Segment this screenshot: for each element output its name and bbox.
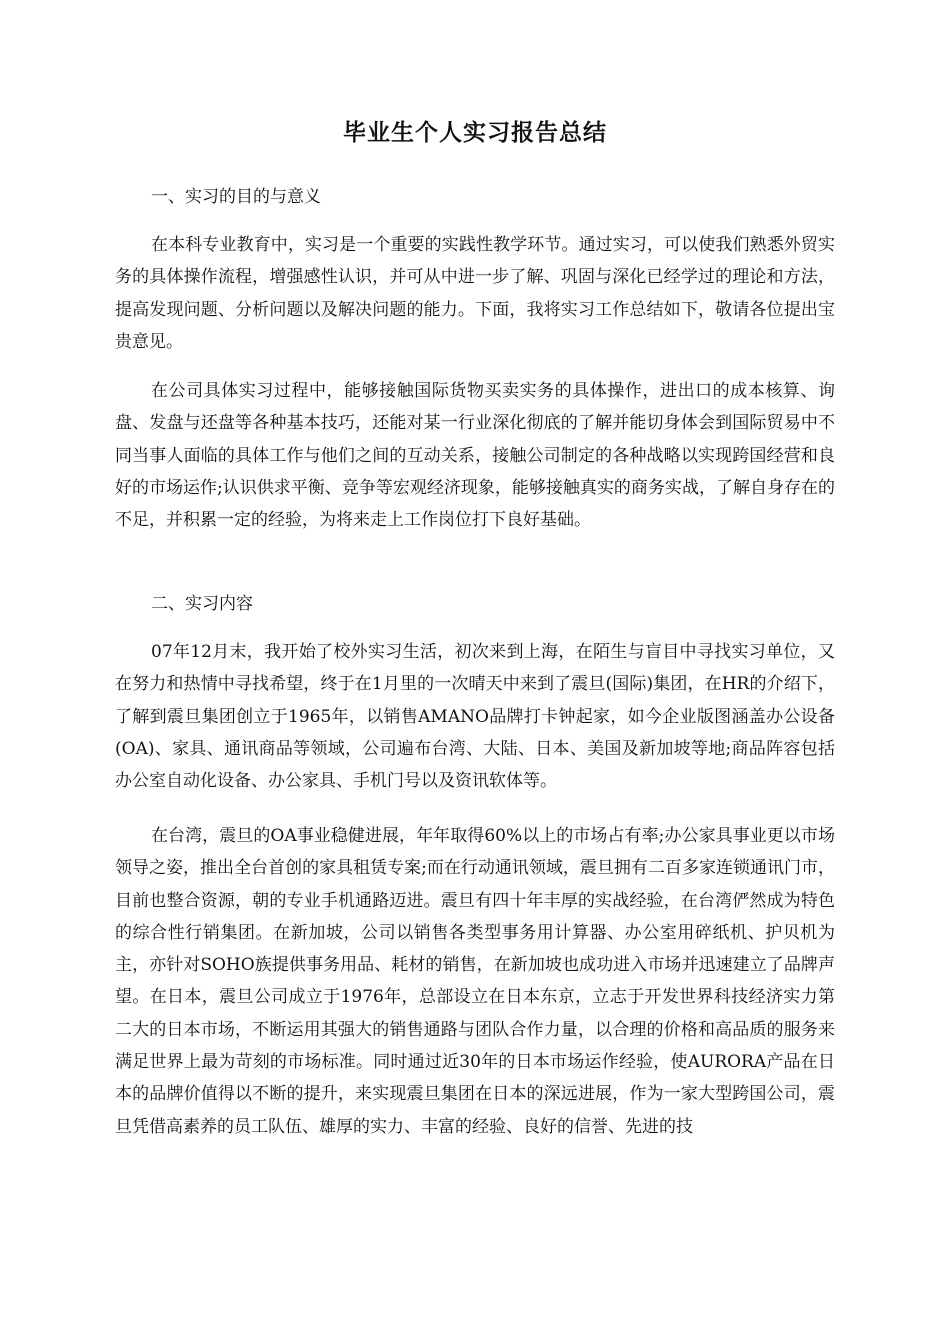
section-heading-purpose: 一、实习的目的与意义: [151, 187, 321, 207]
paragraph: 在本科专业教育中，实习是一个重要的实践性教学环节。通过实习，可以使我们熟悉外贸实务的具体操作流程，增强感性认识，并可从中进一步了解、巩固与深化已经学过的理论和方法，提高发现问题、分析问题以及解决问题的能力。下面，我将实习工作总结如下，敬请各位提出宝贵意见。: [115, 235, 835, 352]
section-heading-content: 二、实习内容: [151, 594, 253, 614]
paragraph: 在公司具体实习过程中，能够接触国际货物买卖实务的具体操作，进出口的成本核算、询盘、发盘与还盘等各种基本技巧，还能对某一行业深化彻底的了解并能切身体会到国际贸易中不同当事人面临的具体工作与他们之间的互动关系，接触公司制定的各种战略以实现跨国经营和良好的市场运作;认识供求平衡、竞争等宏观经济现象，能够接触真实的商务实战，了解自身存在的不足，并积累一定的经验，为将来走上工作岗位打下良好基础。: [115, 381, 835, 531]
document-title: 毕业生个人实习报告总结: [343, 120, 607, 146]
paragraph: 在台湾，震旦的OA事业稳健进展，年年取得60%以上的市场占有率;办公家具事业更以市场领导之姿，推出全台首创的家具租赁专案;而在行动通讯领域，震旦拥有二百多家连锁通讯门市，目前也整合资源，朝的专业手机通路迈进。震旦有四十年丰厚的实战经验，在台湾俨然成为特色的综合性行销集团。在新加坡，公司以销售各类型事务用计算器、办公室用碎纸机、护贝机为主，亦针对SOHO族提供事务用品、耗材的销售，在新加坡也成功进入市场并迅速建立了品牌声望。在日本，震旦公司成立于1976年，总部设立在日本东京，立志于开发世界科技经济实力第二大的日本市场，不断运用其强大的销售通路与团队合作力量，以合理的价格和高品质的服务来满足世界上最为苛刻的市场标准。同时通过近30年的日本市场运作经验，使AURORA产品在日本的品牌价值得以不断的提升，来实现震旦集团在日本的深远进展，作为一家大型跨国公司，震旦凭借高素养的员工队伍、雄厚的实力、丰富的经验、良好的信誉、先进的技: [115, 826, 835, 1137]
paragraph: 07年12月末，我开始了校外实习生活，初次来到上海，在陌生与盲目中寻找实习单位，又在努力和热情中寻找希望，终于在1月里的一次晴天中来到了震旦(国际)集团，在HR的介绍下，了解到震旦集团创立于1965年，以销售AMANO品牌打卡钟起家，如今企业版图涵盖办公设备(OA)、家具、通讯商品等领域，公司遍布台湾、大陆、日本、美国及新加坡等地;商品阵容包括办公室自动化设备、办公家具、手机门号以及资讯软体等。: [115, 642, 835, 792]
